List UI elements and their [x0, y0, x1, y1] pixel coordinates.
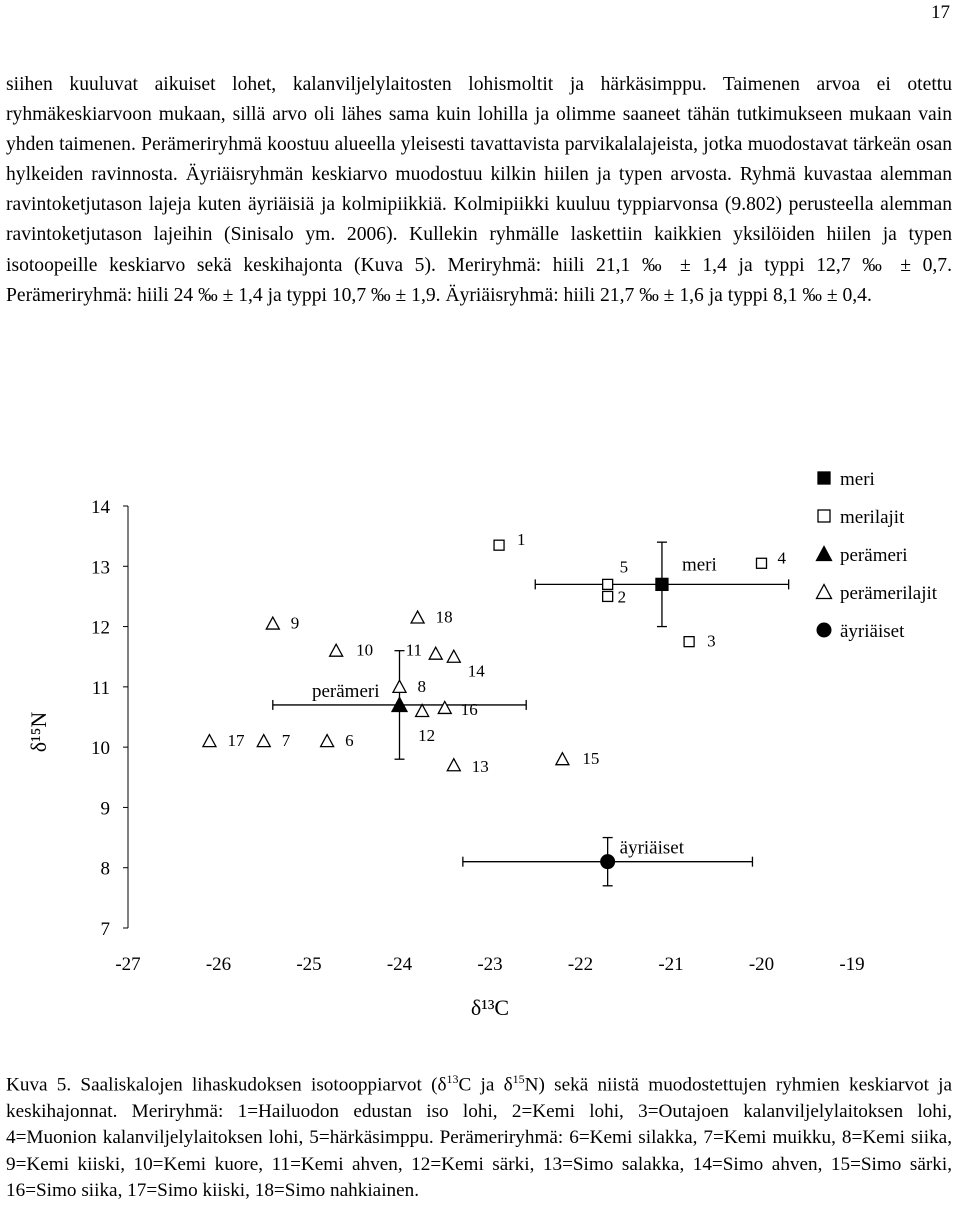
x-tick-label: -24 [386, 954, 413, 975]
x-tick-label: -21 [658, 954, 684, 975]
species-label-18: 18 [435, 607, 453, 627]
legend-label-4: äyriäiset [840, 621, 905, 642]
species-point-12 [416, 704, 429, 716]
species-label-13: 13 [471, 757, 489, 777]
species-label-15: 15 [582, 749, 600, 769]
group-label-2: äyriäiset [619, 837, 685, 859]
y-tick-label: 12 [91, 617, 110, 639]
species-point-14 [447, 650, 460, 662]
species-label-10: 10 [356, 640, 374, 660]
y-tick-label: 9 [100, 798, 110, 820]
legend-label-2: perämeri [840, 545, 908, 566]
caption-mid: C ja δ [458, 1074, 513, 1096]
legend-marker-1 [818, 510, 830, 522]
x-tick-label: -19 [839, 954, 865, 975]
species-label-14: 14 [467, 661, 485, 681]
species-label-5: 5 [619, 557, 629, 577]
legend-marker-4 [817, 623, 831, 637]
species-point-18 [411, 611, 424, 623]
figure-scatter-plot [0, 450, 960, 1025]
species-label-17: 17 [227, 731, 245, 751]
caption-suffix: N) sekä niistä muodostettujen ryhmien keskiarvot ja keskihajonnat. Meriryhmä: 1=Hailuodon edustan iso lohi, 2=Kemi lohi, 3=Outajoen kalanviljelylaitoksen lohi, 4=Muonion kalanviljelylaitoksen lohi, 5=härkäsimppu. Perämeriryhmä: 6=Kemi silakka, 7=Kemi muikku, 8=Kemi siika, 9=Kemi kiiski, 10=Kemi kuore, 11=Kemi ahven, 12=Kemi särki, 13=Simo salakka, 14=Simo ahven, 15=Simo särki, 16=Simo siika, 17=Simo kiiski, 18=Simo nahkiainen. [6, 1074, 952, 1202]
species-label-1: 1 [517, 530, 526, 550]
group-label-0: meri [681, 554, 717, 576]
x-tick-label: -27 [115, 954, 141, 975]
species-label-16: 16 [460, 699, 478, 719]
legend-marker-2 [817, 547, 832, 561]
species-point-6 [321, 735, 334, 747]
x-axis-title: δ¹³C [470, 995, 510, 1020]
y-axis-title: δ¹⁵N [26, 711, 51, 753]
species-label-11: 11 [405, 640, 423, 660]
species-point-16 [438, 701, 451, 713]
caption-prefix: Kuva 5. Saaliskalojen lihaskudoksen isotooppiarvot (δ [6, 1074, 447, 1096]
species-label-4: 4 [777, 548, 786, 568]
legend-marker-0 [818, 472, 830, 484]
y-tick-label: 10 [91, 738, 110, 760]
species-label-9: 9 [290, 613, 300, 633]
species-point-9 [266, 617, 279, 629]
species-point-3 [684, 637, 694, 647]
group-mean-2 [601, 855, 615, 869]
species-label-2: 2 [617, 587, 627, 607]
legend-label-1: merilajit [840, 507, 905, 528]
chart-svg [0, 450, 960, 1025]
species-point-2 [603, 591, 613, 601]
species-point-11 [429, 647, 442, 659]
legend-label-0: meri [840, 469, 875, 490]
species-point-13 [447, 759, 460, 771]
group-mean-0 [656, 578, 668, 590]
y-tick-label: 7 [100, 919, 110, 940]
y-tick-label: 11 [91, 677, 110, 699]
group-label-1: perämeri [311, 680, 380, 702]
species-label-7: 7 [281, 731, 291, 751]
species-point-5 [603, 579, 613, 589]
species-point-4 [757, 558, 767, 568]
species-point-15 [556, 753, 569, 765]
caption-sup-15: 15 [512, 1072, 525, 1086]
x-tick-label: -26 [205, 954, 232, 975]
page-number: 17 [931, 2, 950, 23]
y-tick-label: 13 [91, 557, 110, 579]
legend-marker-3 [817, 585, 832, 599]
body-paragraph: siihen kuuluvat aikuiset lohet, kalanviljelylaitosten lohismoltit ja härkäsimppu. Taimenen arvoa ei otettu ryhmäkeskiarvoon mukaan, sillä arvo oli lähes sama kuin lohilla ja olimme saaneet tähän tutkimukseen mukaan vain yhden taimenen. Perämeriryhmä koostuu alueella yleisesti tavattavista parvikalalajeista, jotka muodostavat tärkeän osan hylkeiden ravinnosta. Äyriäisryhmän keskiarvo muodostuu kilkin hiilen ja typen arvosta. Ryhmä kuvastaa alemman ravintoketjutason lajeja kuten äyriäisiä ja kolmipiikkiä. Kolmipiikki kuuluu typpiarvonsa (9.802) perusteella alemman ravintoketjutason lajeihin (Sinisalo ym. 2006). Kullekin ryhmälle laskettiin kaikkien yksilöiden hiilen ja typen isotoopeille keskiarvo sekä keskihajonta (Kuva 5). Meriryhmä: hiili 21,1 ‰ ± 1,4 ja typpi 12,7 ‰ ± 0,7. Perämeriryhmä: hiili 24 ‰ ± 1,4 ja typpi 10,7 ‰ ± 1,9. Äyriäisryhmä: hiili 21,7 ‰ ± 1,6 ja typpi 8,1 ‰ ± 0,4. [6, 74, 952, 306]
x-tick-label: -20 [748, 954, 775, 975]
species-label-8: 8 [417, 676, 426, 696]
x-tick-label: -23 [477, 954, 503, 975]
figure-caption [6, 1066, 952, 1205]
species-label-12: 12 [418, 725, 436, 745]
species-point-17 [203, 735, 216, 747]
species-point-10 [330, 644, 343, 656]
legend-label-3: perämerilajit [840, 583, 938, 604]
caption-sup-13: 13 [446, 1072, 459, 1086]
species-point-1 [494, 540, 504, 550]
x-tick-label: -22 [567, 954, 594, 975]
species-label-3: 3 [707, 631, 716, 651]
species-label-6: 6 [345, 731, 354, 751]
species-point-7 [257, 735, 270, 747]
species-point-8 [393, 680, 406, 692]
y-tick-label: 14 [91, 497, 110, 518]
x-tick-label: -25 [296, 954, 322, 975]
y-tick-label: 8 [100, 858, 110, 880]
